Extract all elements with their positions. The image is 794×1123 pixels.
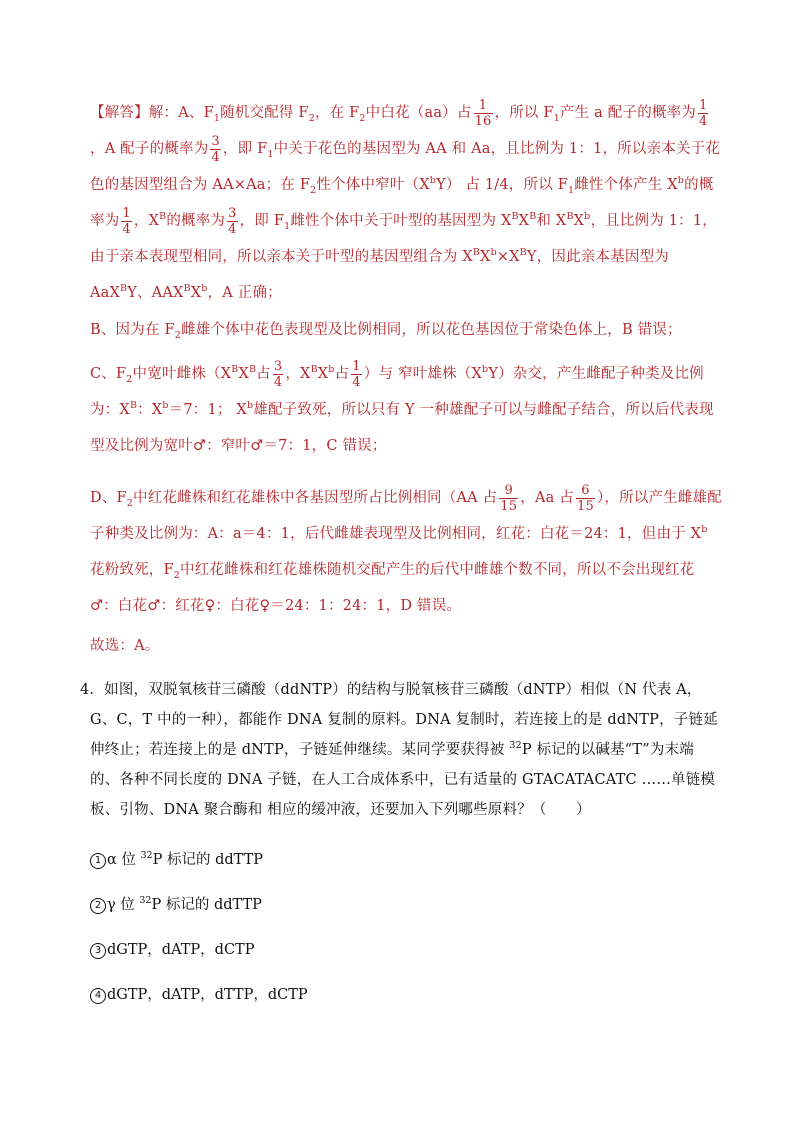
fraction: $\frac{3}{4}$ — [273, 358, 283, 390]
answer-paragraph: 【解答】解：A、$F_1$随机交配得 $F_2$，在 $F_2$中白花（aa）占 $\frac{1}{16}$ ，所以 $F_1$产生 a 配子的概率为 $\frac{1}{4}$ ，A 配子的概率为 $\frac{3}{4}$ ，即 $F_1$中关于花色的基因型为 AA 和 Aa，且比例为 1：1，所以亲本关于花色的基因型组合为 AA×Aa；在 $F_2$性个体中窄叶$(X^bY)$ 占 1/4，所以 $F_1$雌性个体产生 $X^b$的概率为 $\frac{1}{4}$ ，$X^B$的概率为 $\frac{3}{4}$ ，即 $F_1$雌性个体中关于叶型的基因型为 $X^BX^B$和 $X^BX^b$，且比例为 1：1，由于亲本表现型相同，所以亲本关于叶型的基因型组合为 $X^BX^b\times X^BY$，因此亲本基因型为 AaX$^B$Y、$AAX^BX^b$，A 正确； — [90, 97, 721, 301]
option-b-explanation: B、因为在 $F_2$雌雄个体中花色表现型及比例相同，所以花色基因位于常染色体上，B 错误； — [90, 322, 682, 341]
answer-label: 【解答】 — [90, 105, 149, 121]
option-1: 1 α 位 $^{32}$P 标记的 ddTTP — [90, 848, 263, 872]
circled-number-icon: 3 — [90, 943, 106, 959]
question-4: 4．如图，双脱氧核苷三磷酸（ddNTP）的结构与脱氧核苷三磷酸（dNTP）相似（N 代表 A，G、C，T 中的一种），都能作 DNA 复制的原料。DNA 复制时，若连接上的是 ddNTP，子链延伸终止；若连接上的是 dNTP，子链延伸继续。某同学要获得被 $^{32}$P 标记的以碱基“T”为末端的、各种不同长度的 DNA 子链，在人工合成体系中，已有适量的 GTACATACATC ……单链模板、引物、DNA 聚合酶和 相应的缓冲液，还要加入下列哪些原料？（ ） — [80, 682, 718, 818]
fraction: $\frac{9}{15}$ — [500, 482, 518, 514]
final-choice: 故选：A。 — [90, 638, 160, 654]
fraction: $\frac{1}{4}$ — [122, 205, 131, 237]
option-d-explanation: D、$F_2$中红花雌株和红花雄株中各基因型所占比例相同（AA 占 $\frac{9}{15}$ ，Aa 占 $\frac{6}{15}$ ），所以产生雌雄配子种类及比例为：A：a＝4：1，后代雌雄表现型及比例相同，红花：白花＝24：1，但由于 $X^b$花粉致死，$F_2$中红花雌株和红花雄株随机交配产生的后代中雌雄个数不同，所以不会出现红花♂：白花♂：红花♀：白花♀＝24：1：24：1，D 错误。 — [90, 482, 722, 614]
fraction: $\frac{3}{4}$ — [211, 133, 220, 165]
question-number: 4． — [80, 682, 105, 698]
fraction: $\frac{1}{4}$ — [699, 97, 708, 129]
circled-number-icon: 1 — [90, 853, 106, 869]
option-3: 3 dGTP，dATP，dCTP — [90, 938, 255, 962]
option-c-explanation: C、$F_2$中宽叶雌株（$X^BX^B$占 $\frac{3}{4}$ ，$X^BX^b$占 $\frac{1}{4}$ ）与 窄叶雄株$(X^bY)$杂交，产生雌配子种类及比例为：$X^B$：$X^b=7$：1； $X^b$雄配子致死，所以只有 Y 一种雄配子可以与雌配子结合，所以后代表现型及比例为宽叶♂：窄叶♂＝7：1，C 错误； — [90, 358, 714, 454]
fraction: $\frac{1}{4}$ — [352, 358, 361, 390]
fraction: $\frac{6}{15}$ — [576, 482, 594, 514]
option-4: 4 dGTP，dATP，dTTP，dCTP — [90, 983, 308, 1007]
fraction: $\frac{3}{4}$ — [228, 205, 237, 237]
fraction: $\frac{1}{16}$ — [474, 97, 492, 129]
option-2: 2 γ 位 $^{32}$P 标记的 ddTTP — [90, 893, 262, 917]
circled-number-icon: 2 — [90, 898, 106, 914]
circled-number-icon: 4 — [90, 988, 106, 1004]
